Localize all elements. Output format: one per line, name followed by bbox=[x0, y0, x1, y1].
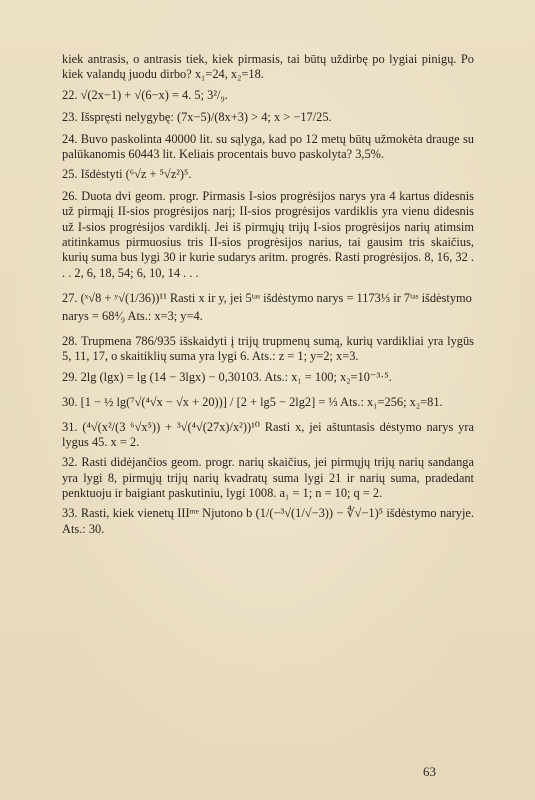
problem-31: 31. (⁴√(x²/(3 ⁶√x⁵)) + ³√(⁴√(27x)/x²))¹⁰ Rasti x, jei aštuntasis dėstymo narys yra lygus 45. x = 2. bbox=[62, 419, 474, 450]
problem-27: 27. (ˣ√8 + ʸ√(1/36))¹¹ Rasti x ir y, jei 5ᵗᵃˢ išdėstymo narys = 1173⅓ ir 7ᵗᵃˢ išdėstymo narys = 68⁴⁄₉ Ats.: x=3; y=4. bbox=[62, 290, 472, 323]
problem-22: 22. √(2x−1) + √(6−x) = 4. 5; 3²/₉. bbox=[62, 87, 228, 102]
problem-29: 29. 2lg (lgx) = lg (14 − 3lgx) − 0,30103. Ats.: x₁ = 100; x₂=10⁻³·⁵. bbox=[62, 369, 392, 384]
page-number: 63 bbox=[423, 764, 436, 779]
problem-26: 26. Duota dvi geom. progr. Pirmasis I-sios progrėsijos narys yra 4 kartus didesnis už pirmąjį II-sios progrėsijos narį; II-sios progrėsijos vardiklis yra vienu didesnis už I-sios progrėsijos vardiklį. Jei iš pirmųjų trijų I-sios progrėsijos narių atimsim atitinkamus pirmuosius tris II-sios progrėsijos narius, tai gausim tris skaičius, kurių suma bus lygi 30 ir kurie sudarys aritm. progrės. Rasti progrėsijos. 8, 16, 32 . . . 2, 6, 18, 54; 6, 10, 14 . . . bbox=[62, 189, 474, 280]
problem-23: 23. Išspręsti nelygybę: (7x−5)/(8x+3) > 4; x > −17/25. bbox=[62, 109, 332, 124]
problem-21-end: kiek antrasis, o antrasis tiek, kiek pirmasis, tai būtų uždirbę po lygiai pinigų. Po kiek valandų juodu dirbo? x₁=24, x₂=18. bbox=[62, 52, 474, 82]
problem-32: 32. Rasti didėjančios geom. progr. narių skaičius, jei pirmųjų trijų narių sandanga yra lygi 8, pirmųjų trijų narių kvadratų suma lygi 21 ir narių suma, pradedant penktuoju ir baigiant paskutiniu, lygi 1008. a₁ = 1; n = 10; q = 2. bbox=[62, 455, 474, 501]
problem-33: 33. Rasti, kiek vienetų IIIᵐᵉ Njutono b (1/(−³√(1/√−3)) − ∜√−1)⁵ išdėstymo naryje. Ats.: 30. bbox=[62, 506, 474, 536]
problem-24: 24. Buvo paskolinta 40000 lit. su sąlyga, kad po 12 metų būtų užmokėta drauge su palūkanomis 60443 lit. Keliais procentais buvo paskolyta? 3,5%. bbox=[62, 131, 474, 161]
problem-28: 28. Trupmena 786/935 išskaidyti į trijų trupmenų sumą, kurių vardikliai yra lygūs 5, 11, 17, o skaitiklių suma yra lygi 6. Ats.: z = 1; y=2; x=3. bbox=[62, 333, 474, 364]
problem-25: 25. Išdėstyti (⁶√z + ⁵√z²)⁵. bbox=[62, 167, 192, 182]
problem-30: 30. [1 − ½ lg(⁷√(⁴√x − √x + 20))] / [2 + lg5 − 2lg2] = ⅓ Ats.: x₁=256; x₂=81. bbox=[62, 394, 443, 409]
page-text bbox=[62, 52, 474, 542]
